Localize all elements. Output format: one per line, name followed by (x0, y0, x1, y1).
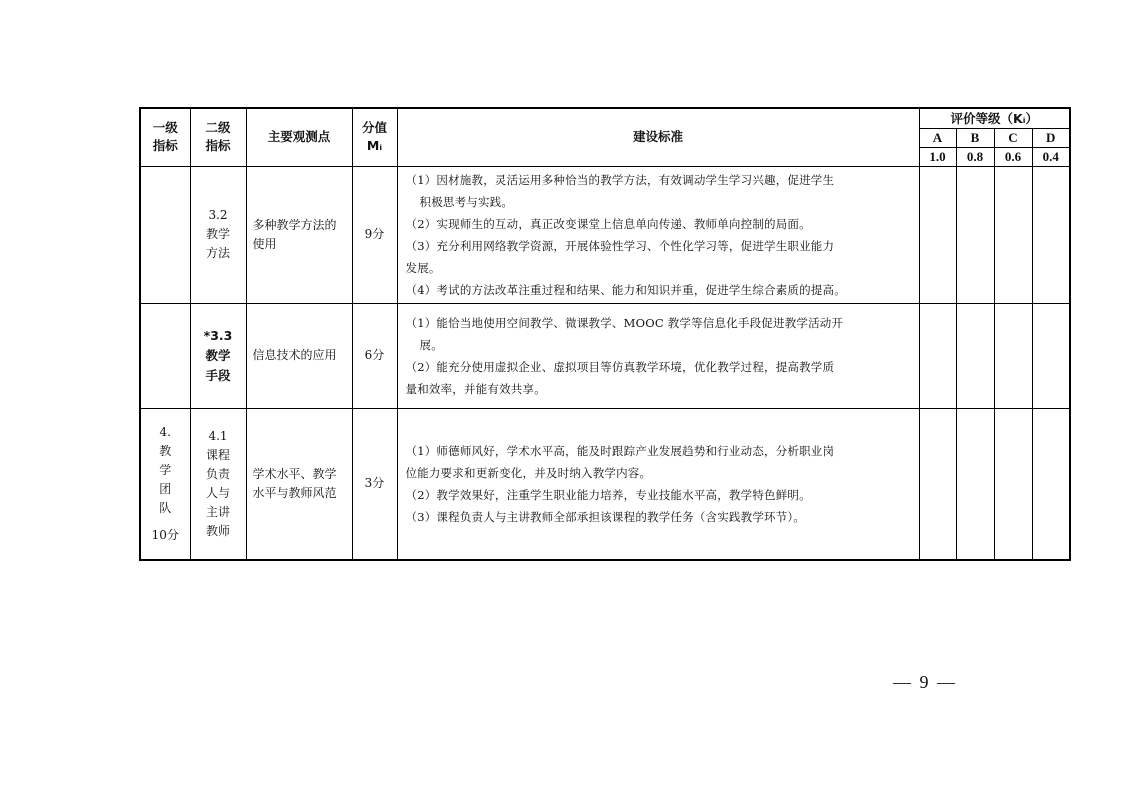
level2-line: 教学 (205, 347, 231, 363)
grade-c-cell[interactable] (994, 166, 1032, 303)
grade-a-cell[interactable] (919, 166, 956, 303)
level2-line: 教师 (205, 523, 230, 538)
level1-line: 教 (159, 443, 172, 458)
evaluation-table (139, 107, 1071, 561)
grade-d-cell[interactable] (1032, 166, 1070, 303)
header-level2-line1: 二级 (205, 120, 231, 136)
score-cell: 6分 (352, 303, 397, 408)
grade-letter-b: B (956, 128, 994, 147)
grade-a-cell[interactable] (919, 408, 956, 560)
grade-d-cell[interactable] (1032, 303, 1070, 408)
observation-cell: 学术水平、教学水平与教师风范 (246, 408, 352, 560)
standard-cell (397, 303, 919, 408)
standard-line: 展。 (419, 337, 443, 352)
standard-cell (397, 408, 919, 560)
grade-letter-a: A (919, 128, 956, 147)
header-level1-line1: 一级 (152, 120, 178, 136)
level2-line: 课程 (205, 447, 230, 462)
observation-cell: 信息技术的应用 (246, 303, 352, 408)
level2-line: 手段 (205, 367, 231, 383)
table-row (140, 303, 1070, 408)
level1-line: 10分 (151, 527, 179, 542)
level2-line: *3.3 (203, 327, 233, 343)
level1-line: 团 (159, 481, 172, 496)
level2-cell (190, 303, 246, 408)
page-number: — 9 — (893, 672, 957, 692)
grade-a-cell[interactable] (919, 303, 956, 408)
standard-line: （2）实现师生的互动，真正改变课堂上信息单向传递、教师单向控制的局面。 (405, 216, 811, 231)
header-score-line2: Mᵢ (366, 138, 383, 154)
header-level2 (190, 108, 246, 166)
level2-line: 主讲 (205, 504, 230, 519)
grade-value-d: 0.4 (1032, 147, 1070, 166)
standard-line: （2）教学效果好，注重学生职业能力培养，专业技能水平高，教学特色鲜明。 (405, 487, 811, 502)
standard-line: （3）课程负责人与主讲教师全部承担该课程的教学任务（含实践教学环节）。 (405, 509, 806, 524)
score-cell: 9分 (352, 166, 397, 303)
header-observation: 主要观测点 (246, 108, 352, 166)
standard-line: （1）因材施教，灵活运用多种恰当的教学方法，有效调动学生学习兴趣，促进学生 (405, 172, 835, 187)
grade-b-cell[interactable] (956, 303, 994, 408)
score-cell: 3分 (352, 408, 397, 560)
level1-cell (140, 303, 190, 408)
grade-letter-c: C (994, 128, 1032, 147)
standard-line: 发展。 (405, 260, 441, 275)
standard-line: 量和效率，并能有效共享。 (405, 381, 546, 396)
level2-cell (190, 166, 246, 303)
standard-line: （3）充分利用网络教学资源，开展体验性学习、个性化学习等，促进学生职业能力 (405, 238, 835, 253)
standard-line: （4）考试的方法改革注重过程和结果、能力和知识并重，促进学生综合素质的提高。 (405, 282, 846, 297)
level1-line: 队 (159, 500, 172, 515)
level1-line: 学 (159, 462, 172, 477)
header-score-line1: 分值 (361, 120, 387, 136)
table-row (140, 408, 1070, 560)
standard-line: 积极思考与实践。 (419, 194, 514, 209)
level2-line: 4.1 (208, 428, 228, 443)
grade-c-cell[interactable] (994, 408, 1032, 560)
header-level1 (140, 108, 190, 166)
level2-line: 负责 (205, 466, 230, 481)
level1-cell (140, 408, 190, 560)
grade-value-b: 0.8 (956, 147, 994, 166)
standard-line: （2）能充分使用虚拟企业、虚拟项目等仿真教学环境，优化教学过程，提高教学质 (405, 359, 835, 374)
header-level2-line2: 指标 (205, 138, 231, 154)
level2-line: 3.2 (208, 208, 228, 222)
grade-b-cell[interactable] (956, 408, 994, 560)
header-score (352, 108, 397, 166)
header-grade-title: 评价等级（Kᵢ） (919, 108, 1070, 128)
level2-line: 教学 (205, 227, 230, 241)
level2-line: 方法 (205, 246, 230, 260)
standard-line: （1）师德师风好，学术水平高，能及时跟踪产业发展趋势和行业动态，分析职业岗 (405, 443, 835, 458)
level2-line: 人与 (205, 485, 230, 500)
level2-cell (190, 408, 246, 560)
observation-cell: 多种教学方法的使用 (246, 166, 352, 303)
grade-letter-d: D (1032, 128, 1070, 147)
header-level1-line2: 指标 (152, 138, 178, 154)
grade-value-a: 1.0 (919, 147, 956, 166)
header-standard: 建设标准 (397, 108, 919, 166)
standard-line: （1）能恰当地使用空间教学、微课教学、MOOC 教学等信息化手段促进教学活动开 (405, 315, 844, 330)
level1-line: 4. (159, 424, 171, 439)
level1-cell (140, 166, 190, 303)
grade-b-cell[interactable] (956, 166, 994, 303)
table-row (140, 166, 1070, 303)
standard-line: 位能力要求和更新变化，并及时纳入教学内容。 (405, 465, 652, 480)
grade-c-cell[interactable] (994, 303, 1032, 408)
grade-value-c: 0.6 (994, 147, 1032, 166)
grade-d-cell[interactable] (1032, 408, 1070, 560)
standard-cell (397, 166, 919, 303)
